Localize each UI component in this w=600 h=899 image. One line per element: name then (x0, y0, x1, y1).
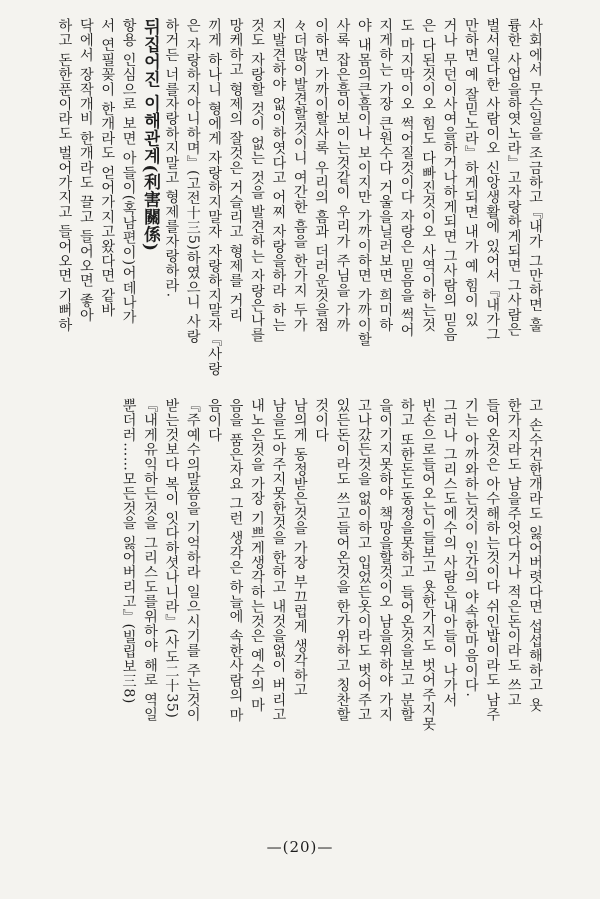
text-column: 지게하는 가장 큰원수다 거울을닐러보면 희미하 (377, 18, 394, 333)
text-column: 하고 또한돈도동정을못하고 들어온것을보고 분할 (398, 398, 415, 722)
text-column: 벌서일다한 사람이오 신앙생활에 있어서『내가그 (484, 18, 501, 342)
text-column: 사록 잡은흠이보이는것같이 우리가 주님을 가까 (334, 18, 351, 333)
text-column: 야 내몸의큰흠이나 보이지만 가까이하면 가까이할 (355, 18, 372, 347)
text-column: 하거든 너를자랑하지말고 형제를자랑하라. (163, 18, 180, 298)
text-column: 도 마지막이오 썩어질것이다 자랑은 믿음을 썩어 (398, 18, 415, 338)
upper-text-block (53, 18, 545, 393)
text-column: 것도 자랑할 것이 없는 것을 발견하는 자랑은나를 (248, 18, 265, 343)
text-column: 『주예수의말씀을 기억하라 일으시기를 주는것이 (184, 398, 201, 722)
text-column: 고나갔든것을 없이하고 입었든옷이라도 벗어주고 (355, 398, 372, 722)
text-column: 々더많이발견할것이니 여간한 흠을 한가지 두가 (291, 18, 308, 333)
text-column: 기는 아까와하는것이 인간의 야속한마음이다. (462, 398, 479, 698)
text-column: 은 다된것이오 힘도 다빠진것이오 사역이하는것 (420, 18, 437, 333)
text-column: 뿐더러……모든것을 잃어버리고』(빌립보三8) (120, 398, 137, 704)
text-column: 음이다 (206, 398, 223, 443)
text-column: 한가지라도 남을주엇다거나 적은돈이라도 쓰고 (505, 398, 522, 708)
lower-text-block (117, 398, 545, 798)
text-column: 남을도아주지못한것을 한하고 내것을없이 버리고 (270, 398, 287, 722)
text-column: 빈손으로들어오는이들보고 욧한가지도 벗어주지못 (420, 398, 437, 732)
text-column: 음을 품은자요 그런 생각은 하늘에 속한사람의 마 (227, 398, 244, 723)
text-column: 남의게 동정받은것을 가장 부끄럽게 생각하고 (291, 398, 308, 698)
text-column: 사회에서 무슨일을 조금하고『내가 그만하면 훌 (527, 18, 543, 333)
text-column: 은 자랑하지아니하며』(고전十三5)하였으니 사랑 (184, 18, 201, 344)
text-column: 지발견하야 없이하엿다고 어찌 자랑을하라 하는 (270, 18, 287, 333)
text-column: 받는것보다 복이 잇다하셧나니라』(사도二十35) (163, 398, 180, 719)
text-column: 거나 무던이사여을하거나하게되면 그사람의 믿음 (441, 18, 458, 342)
text-column: 끼게 하나니 형에게 자랑하지말자 자랑하지말자『사랑 (206, 18, 223, 377)
text-column: 있든돈이라도 쓰고들어온것을 한가위하고 칭찬할 (334, 398, 351, 722)
text-column: 들어온것은 아수해하는것이다 쉬인밥이라도 남주 (484, 398, 501, 722)
text-column: 망케하고 형제의 잘것은 거슬리고 형제를 거리 (227, 18, 244, 323)
text-column: 것이다 (313, 398, 330, 443)
text-column: 『내게유익하든것을 그리스도를위하야 해로 역일 (141, 398, 158, 722)
text-column: 고 손수건한개라도 잃어버렷다면 섭섭해하고 욧 (527, 398, 543, 713)
text-column: 내노은것을 가장 기쁘게생각하는것은 예수의 마 (248, 398, 265, 713)
text-column: 만하면 예 잘믿노라』하게되면 내가 예 힘이 있 (462, 18, 479, 328)
text-column: 서 연필꽂이 한개라도 얻어가지고왔다면 같바 (99, 18, 116, 318)
text-column: 항용 인심으로 보면 아들이(혹남편이)어데나가 (120, 18, 137, 325)
text-column: 을이기지못하야 책망을할것이오 남을위하야 가지 (377, 398, 394, 722)
text-column: 이하면 가까이할사록 우리의 흠과 더러운것을점 (313, 18, 330, 333)
text-column: 닥에서 장작개비 한개라도 끌고 들어오면 좋아 (77, 18, 94, 323)
text-column: 하고 돈한푼이라도 벌어가지고 들어오면 기뻐하 (56, 18, 73, 333)
section-heading: 뒤집어진 이해관계(利害關係) (139, 18, 160, 252)
text-column: 그러나 그리스도에수의 사람은내아들이 나가서 (441, 398, 458, 708)
page-number: —(20)— (266, 838, 334, 856)
text-column: 륭한 사업을하엿노라』고자랑하게되면 그사람은 (505, 18, 522, 337)
